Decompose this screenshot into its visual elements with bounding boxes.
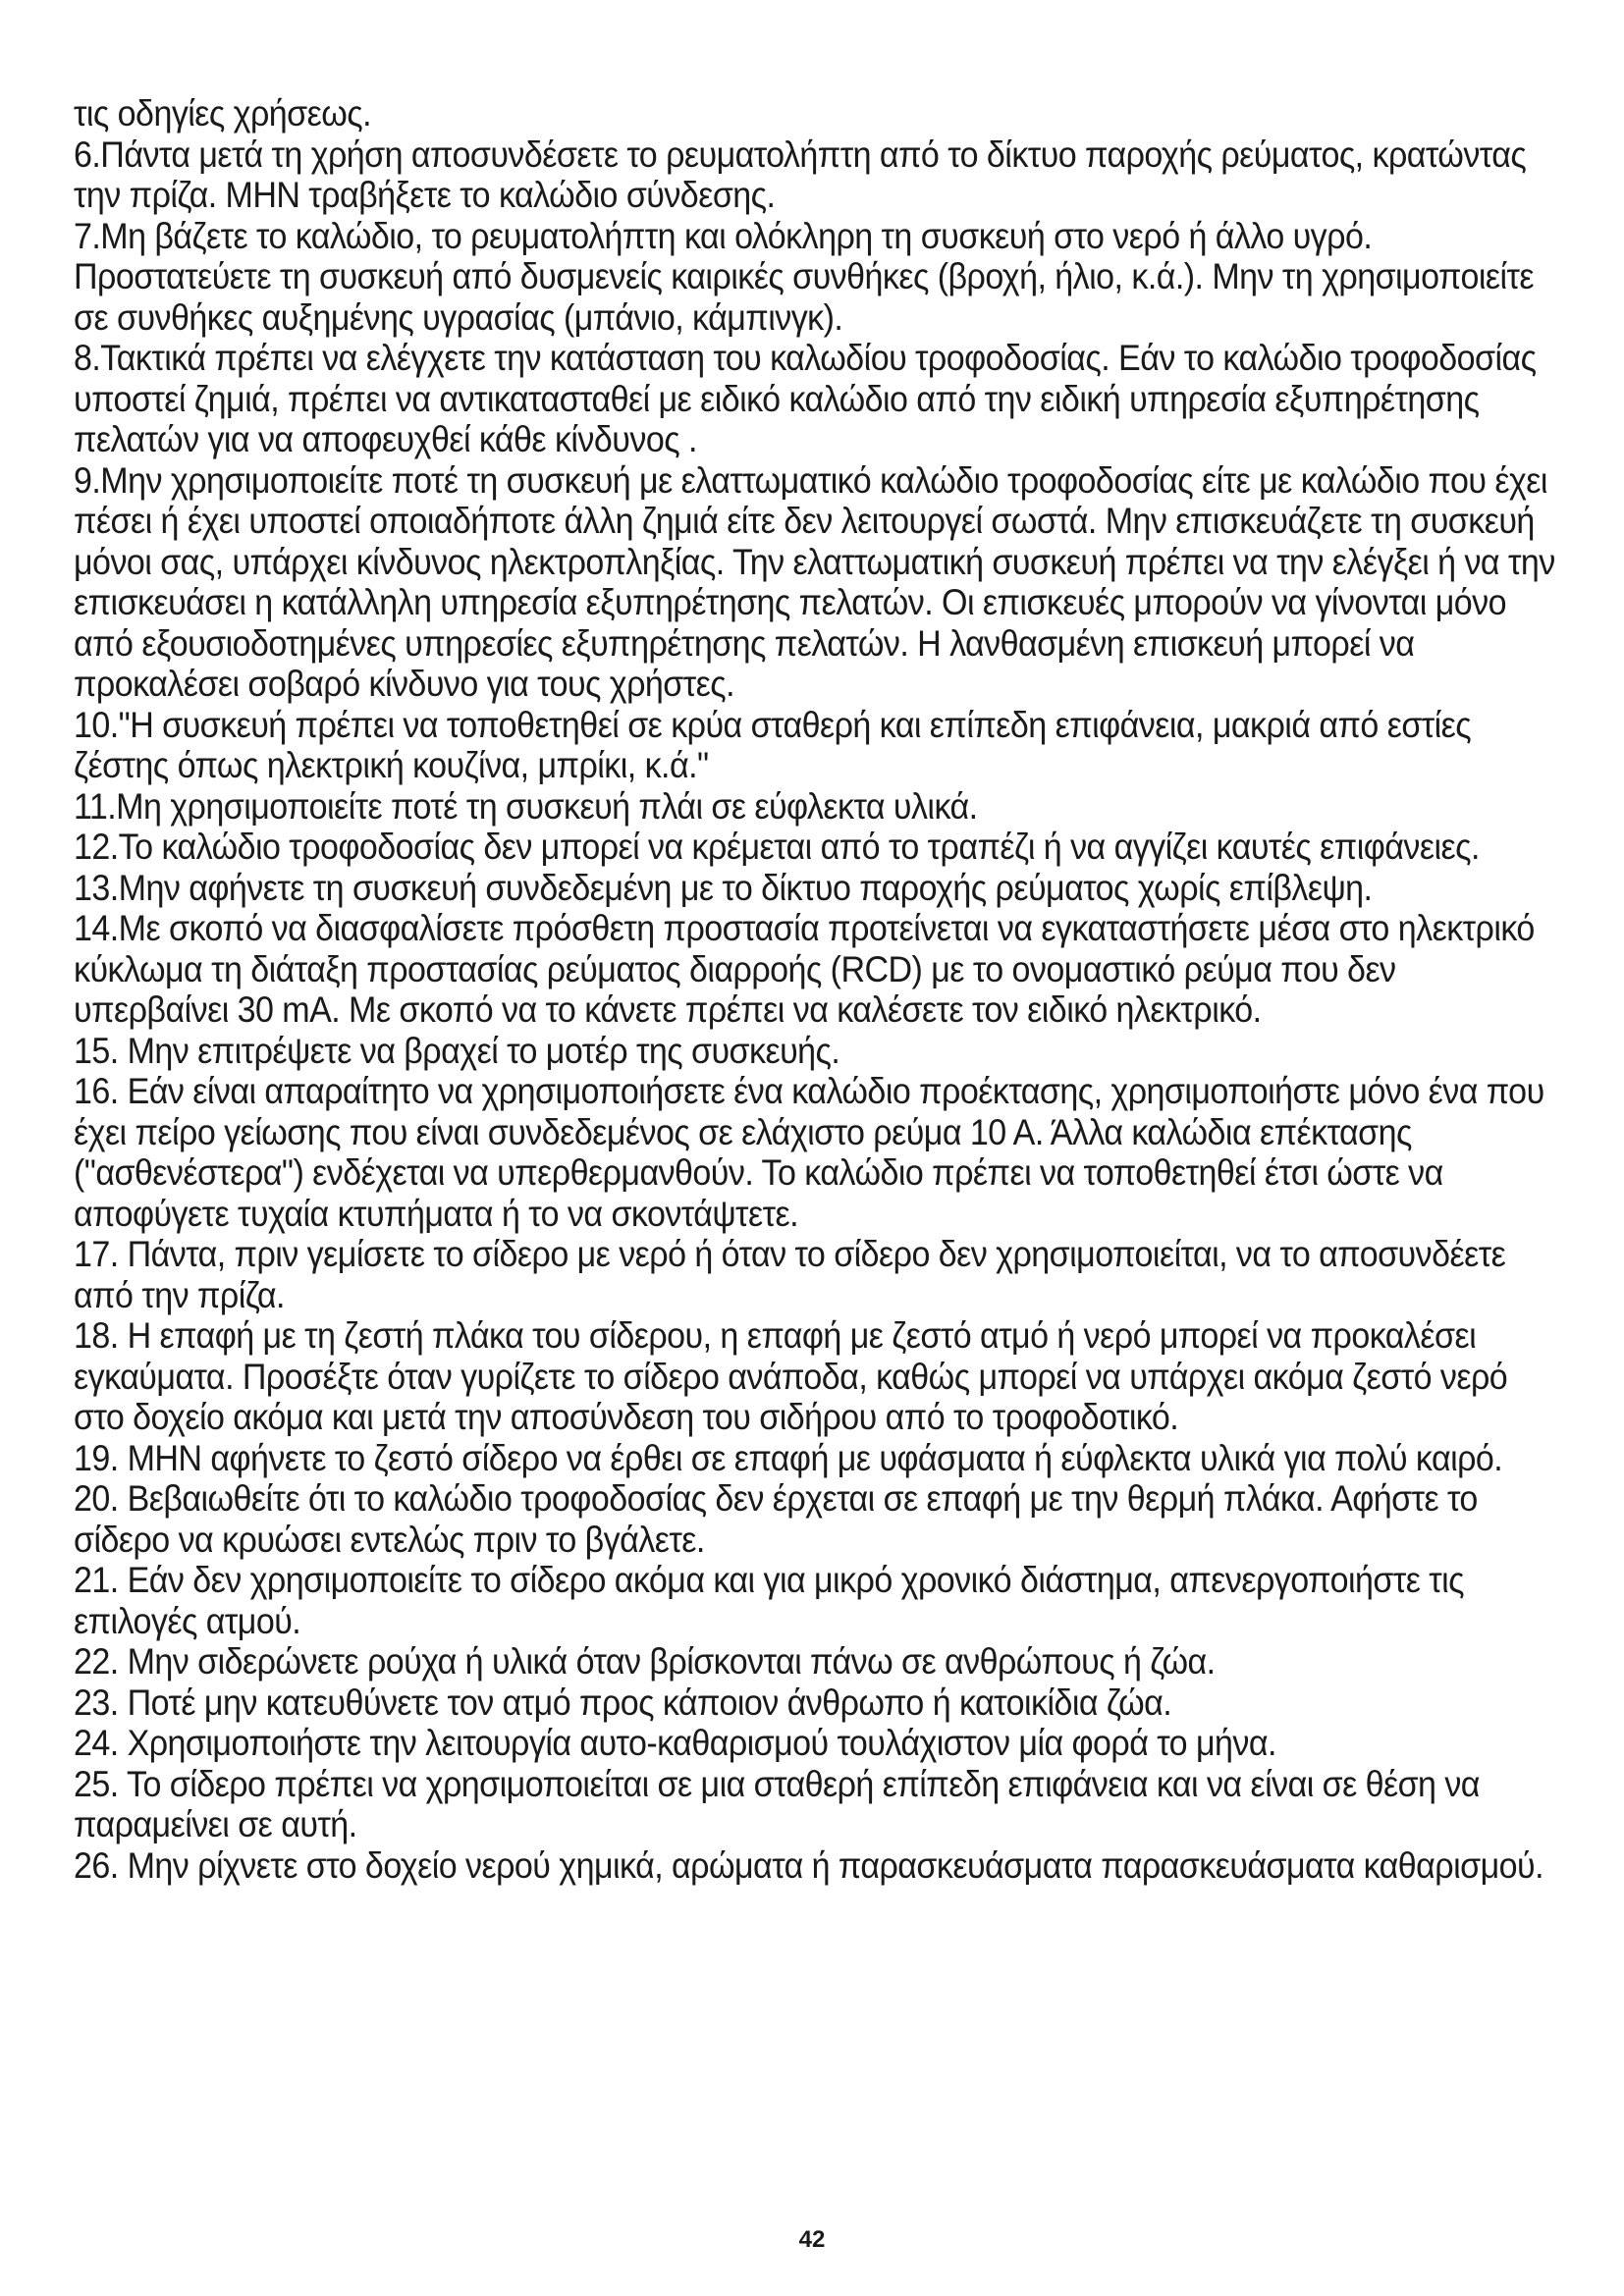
instruction-item-19: 19. ΜΗΝ αφήνετε το ζεστό σίδερο να έρθει σε επαφή με υφάσματα ή εύφλεκτα υλικά για πολύ καιρό.: [74, 1437, 1503, 1478]
instruction-item-15: 15. Μην επιτρέψετε να βραχεί το μοτέρ της συσκευής.: [74, 1030, 840, 1071]
instruction-item-9: 9.Μην χρησιμοποιείτε ποτέ τη συσκευή με ελαττωματικό καλώδιο τροφοδοσίας είτε με καλώδιο που έχει πέσει ή έχει υποστεί οποιαδήποτε άλλη ζημιά είτε δεν λειτουργεί σωστά. Μην επισκευάζετε τη συσκευή μόνοι σας, υπάρχει κίνδυνος ηλεκτροπληξίας. Την ελαττωματική συσκευή πρέπει να την ελέγξει ή να την επισκευάσει η κατάλληλη υπηρεσία εξυπηρέτησης πελατών. Οι επισκευές μπορούν να γίνονται μόνο από εξουσιοδοτημένες υπηρεσίες εξυπηρέτησης πελατών. Η λανθασμένη επισκευή μπορεί να προκαλέσει σοβαρό κίνδυνο για τους χρήστες.: [74, 459, 1555, 704]
instruction-item-24: 24. Χρησιμοποιήστε την λειτουργία αυτο-καθαρισμού τουλάχιστον μία φορά το μήνα.: [74, 1723, 1276, 1763]
paragraph-continuation: τις οδηγίες χρήσεως.: [74, 93, 372, 133]
instruction-item-8: 8.Τακτικά πρέπει να ελέγχετε την κατάσταση του καλωδίου τροφοδοσίας. Εάν το καλώδιο τροφοδοσίας υποστεί ζημιά, πρέπει να αντικατασταθεί με ειδικό καλώδιο από την ειδική υπηρεσία εξυπηρέτησης πελατών για να αποφευχθεί κάθε κίνδυνος .: [74, 338, 1537, 459]
instruction-item-23: 23. Ποτέ μην κατευθύνετε τον ατμό προς κάποιον άνθρωπο ή κατοικίδια ζώα.: [74, 1682, 1172, 1723]
instruction-item-17: 17. Πάντα, πριν γεμίσετε το σίδερο με νερό ή όταν το σίδερο δεν χρησιμοποιείται, να το αποσυνδέετε από την πρίζα.: [74, 1234, 1506, 1315]
page-number: 42: [798, 2226, 826, 2253]
instruction-item-13: 13.Μην αφήνετε τη συσκευή συνδεδεμένη με το δίκτυο παροχής ρεύματος χωρίς επίβλεψη.: [74, 867, 1373, 908]
instruction-item-12: 12.Το καλώδιο τροφοδοσίας δεν μπορεί να κρέμεται από το τραπέζι ή να αγγίζει καυτές επιφάνειες.: [74, 827, 1480, 867]
instruction-item-14: 14.Με σκοπό να διασφαλίσετε πρόσθετη προστασία προτείνεται να εγκαταστήσετε μέσα στο ηλεκτρικό κύκλωμα τη διάταξη προστασίας ρεύματος διαρροής (RCD) με το ονομαστικό ρεύμα που δεν υπερβαίνει 30 mA. Με σκοπό να το κάνετε πρέπει να καλέσετε τον ειδικό ηλεκτρικό.: [74, 908, 1535, 1030]
instruction-item-7: 7.Μη βάζετε το καλώδιο, το ρευματολήπτη και ολόκληρη τη συσκευή στο νερό ή άλλο υγρό. Προστατεύετε τη συσκευή από δυσμενείς καιρικές συνθήκες (βροχή, ήλιο, κ.ά.). Μην τη χρησιμοποιείτε σε συνθήκες αυξημένης υγρασίας (μπάνιο, κάμπινγκ).: [74, 215, 1535, 338]
instructions-text: [74, 93, 1555, 1886]
instruction-item-26: 26. Μην ρίχνετε στο δοχείο νερού χημικά, αρώματα ή παρασκευάσματα παρασκευάσματα καθαρισμού.: [74, 1844, 1543, 1886]
instruction-item-16: 16. Εάν είναι απαραίτητο να χρησιμοποιήσετε ένα καλώδιο προέκτασης, χρησιμοποιήστε μόνο ένα που έχει πείρο γείωσης που είναι συνδεδεμένος σε ελάχιστο ρεύμα 10 Α. Άλλα καλώδια επέκτασης ("ασθενέστερα") ενδέχεται να υπερθερμανθούν. Το καλώδιο πρέπει να τοποθετηθεί έτσι ώστε να αποφύγετε τυχαία κτυπήματα ή το να σκοντάψτετε.: [74, 1071, 1544, 1234]
instruction-item-25: 25. Το σίδερο πρέπει να χρησιμοποιείται σε μια σταθερή επίπεδη επιφάνεια και να είναι σε θέση να παραμείνει σε αυτή.: [74, 1763, 1480, 1844]
instruction-item-6: 6.Πάντα μετά τη χρήση αποσυνδέσετε το ρευματολήπτη από το δίκτυο παροχής ρεύματος, κρατώντας την πρίζα. ΜΗΝ τραβήξετε το καλώδιο σύνδεσης.: [74, 133, 1527, 215]
instruction-item-22: 22. Μην σιδερώνετε ρούχα ή υλικά όταν βρίσκονται πάνω σε ανθρώπους ή ζώα.: [74, 1641, 1216, 1682]
instruction-item-18: 18. Η επαφή με τη ζεστή πλάκα του σίδερου, η επαφή με ζεστό ατμό ή νερό μπορεί να προκαλέσει εγκαύματα. Προσέξτε όταν γυρίζετε το σίδερο ανάποδα, καθώς μπορεί να υπάρχει ακόμα ζεστό νερό στο δοχείο ακόμα και μετά την αποσύνδεση του σιδήρου από το τροφοδοτικό.: [74, 1315, 1508, 1437]
instruction-item-21: 21. Εάν δεν χρησιμοποιείτε το σίδερο ακόμα και για μικρό χρονικό διάστημα, απενεργοποιήστε τις επιλογές ατμού.: [74, 1560, 1465, 1641]
instruction-item-10: 10."Η συσκευή πρέπει να τοποθετηθεί σε κρύα σταθερή και επίπεδη επιφάνεια, μακριά από εστίες ζέστης όπως ηλεκτρική κουζίνα, μπρίκι, κ.ά.": [74, 704, 1472, 785]
instruction-item-11: 11.Μη χρησιμοποιείτε ποτέ τη συσκευή πλάι σε εύφλεκτα υλικά.: [74, 785, 978, 827]
instruction-item-20: 20. Βεβαιωθείτε ότι το καλώδιο τροφοδοσίας δεν έρχεται σε επαφή με την θερμή πλάκα. Αφήστε το σίδερο να κρυώσει εντελώς πριν το βγάλετε.: [74, 1478, 1478, 1560]
